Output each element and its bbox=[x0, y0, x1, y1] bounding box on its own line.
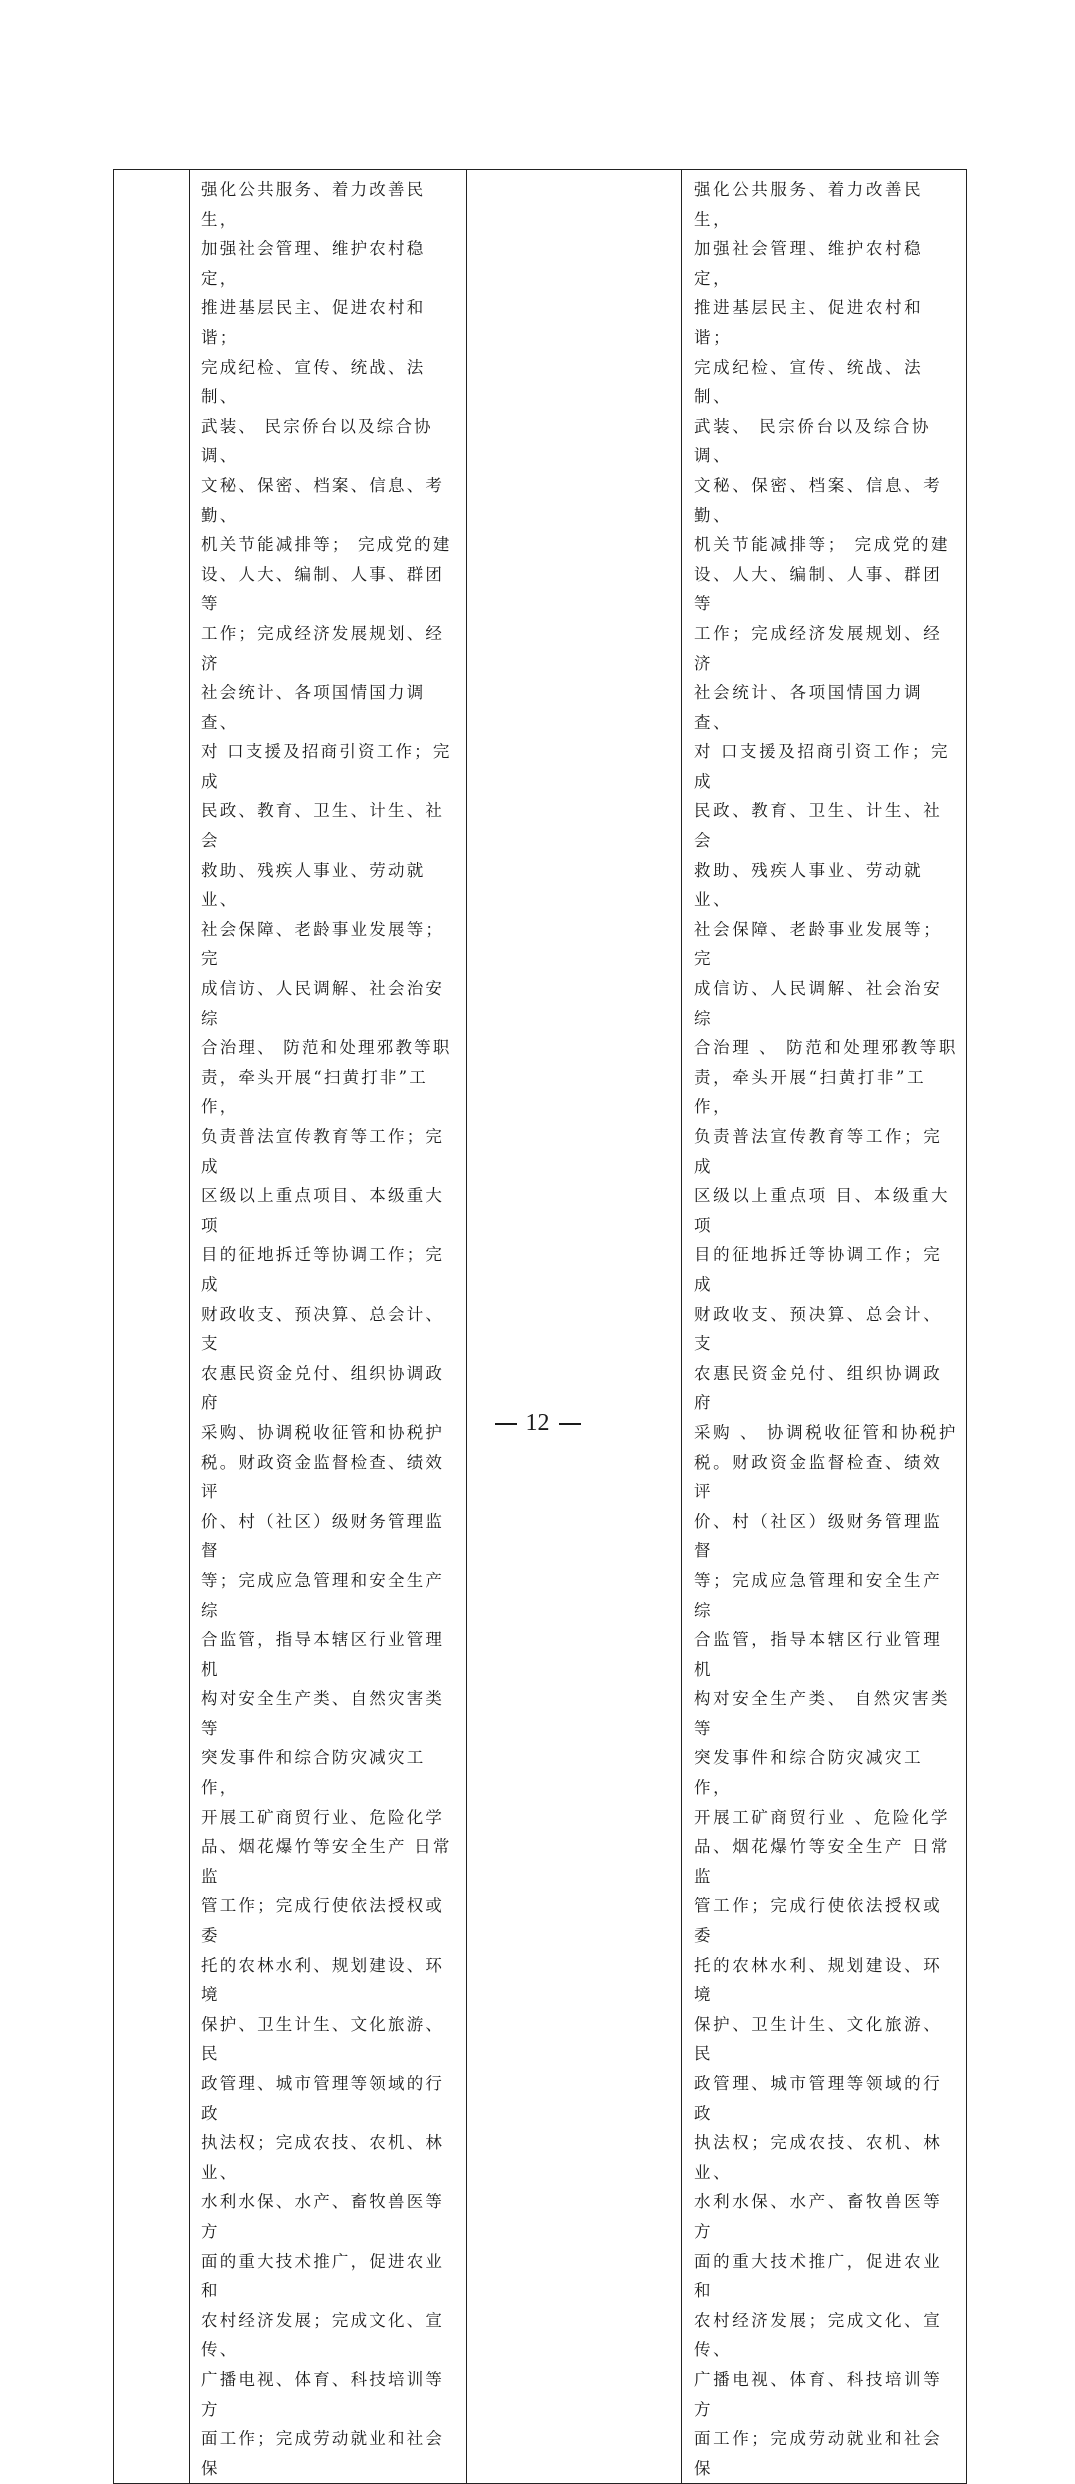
cell-text-left: 强化公共服务、着力改善民生， 加强社会管理、维护农村稳定， 推进基层民主、促进农村和谐； 完成纪检、宣传、统战、法制、 武装、 民宗侨台以及综合协调、 文秘、保密、档案、信息、考勤、 机关节能减排等； 完成党的建 设、人大、编制、人事、群团等 工作；完成经济发展规划、经济 社会统计、各项国情国力调查、 对 口支援及招商引资工作；完成 民政、教育、卫生、计生、社会 救助、残疾人事业、劳动就业、 社会保障、老龄事业发展等；完 成信访、人民调解、社会治安综 合治理、 防范和处理邪教等职 责，牵头开展“扫黄打非”工作， 负责普法宣传教育等工作；完成 区级以上重点项目、本级重大项 目的征地拆迁等协调工作；完成 财政收支、预决算、总会计、支 农惠民资金兑付、组织协调政府 采购、协调税收征管和协税护 税。财政资金监督检查、绩效评 价、村（社区）级财务管理监督 等；完成应急管理和安全生产综 合监管，指导本辖区行业管理机 构对安全生产类、自然灾害类等 突发事件和综合防灾减灾工作， 开展工矿商贸行业、危险化学 品、烟花爆竹等安全生产 日常监 管工作；完成行使依法授权或委 托的农林水利、规划建设、环境 保护、卫生计生、文化旅游、民 政管理、城市管理等领域的行政 执法权；完成农技、农机、林业、 水利水保、水产、畜牧兽医等方 面的重大技术推广，促进农业和 农村经济发展；完成文化、宣传、 广播电视、体育、科技培训等方 面工作；完成劳动就业和社会保 bbox=[201, 180, 452, 2478]
cell-text-right: 强化公共服务、着力改善民生， 加强社会管理、维护农村稳定， 推进基层民主、促进农村和谐； 完成纪检、宣传、统战、法制、 武装、 民宗侨台以及综合协调、 文秘、保密、档案、信息、考勤、 机关节能减排等； 完成党的建 设、人大、编制、人事、群团等 工作；完成经济发展规划、经济 社会统计、各项国情国力调查、 对 口支援及招商引资工作；完成 民政、教育、卫生、计生、社会 救助、残疾人事业、劳动就业、 社会保障、老龄事业发展等；完 成信访、人民调解、社会治安综 合治理 、 防范和处理邪教等职 责，牵头开展“扫黄打非”工作， 负责普法宣传教育等工作；完成 区级以上重点项 目、本级重大项 目的征地拆迁等协调工作；完成 财政收支、预决算、总会计、支 农惠民资金兑付、组织协调政府 采购 、 协调税收征管和协税护 税。财政资金监督检查、绩效评 价、村（社区）级财务管理监督 等；完成应急管理和安全生产综 合监管，指导本辖区行业管理机 构对安全生产类、 自然灾害类等 突发事件和综合防灾减灾工作， 开展工矿商贸行业 、危险化学 品、烟花爆竹等安全生产 日常监 管工作；完成行使依法授权或委 托的农林水利、规划建设、环境 保护、卫生计生、文化旅游、民 政管理、城市管理等领域的行政 执法权；完成农技、农机、林业、 水利水保、水产、畜牧兽医等方 面的重大技术推广，促进农业和 农村经济发展；完成文化、宣传、 广播电视、体育、科技培训等方 面工作；完成劳动就业和社会保 bbox=[694, 180, 958, 2478]
table-cell-empty-3 bbox=[467, 170, 682, 2484]
page-number: 12 bbox=[525, 1410, 550, 1436]
table-row bbox=[114, 170, 967, 2484]
page-dash-left bbox=[495, 1423, 517, 1425]
page-footer bbox=[0, 1410, 1075, 1437]
page-dash-right bbox=[559, 1423, 581, 1425]
table-cell-empty-1 bbox=[114, 170, 190, 2484]
table-cell-right bbox=[682, 170, 967, 2484]
table-cell-left bbox=[190, 170, 467, 2484]
document-table bbox=[113, 169, 967, 2484]
